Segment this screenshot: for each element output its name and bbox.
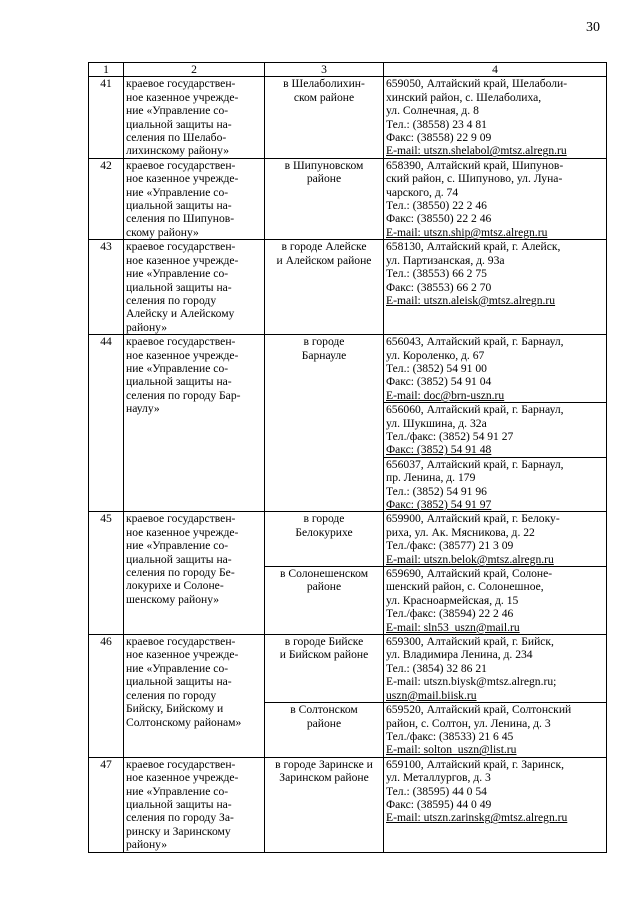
header-cell: 4 <box>384 63 607 77</box>
cell-line: E-mail: utszn.aleisk@mtsz.alregn.ru <box>386 293 556 307</box>
cell-line: краевое государствен- <box>126 77 236 91</box>
cell-line: в Солтонском <box>290 703 358 717</box>
cell-line: наулу» <box>126 402 160 416</box>
cell-line: краевое государствен- <box>126 240 236 254</box>
cell-line: ное казенное учрежде- <box>126 348 239 362</box>
cell-line: 659690, Алтайский край, Солоне- <box>386 567 553 581</box>
page-number: 30 <box>586 20 600 35</box>
service-area <box>265 158 384 239</box>
cell-line: E-mail: utszn.zarinskg@mtsz.alregn.ru <box>386 811 568 825</box>
cell-line: E-mail: sln53_uszn@mail.ru <box>386 620 520 634</box>
cell-line: ул. Солнечная, д. 8 <box>386 104 479 118</box>
cell-line: 658390, Алтайский край, Шипунов- <box>386 158 564 172</box>
contact-details <box>384 512 607 567</box>
cell-line: район, с. Солтон, ул. Ленина, д. 3 <box>386 716 551 730</box>
table-row <box>89 512 607 567</box>
cell-line: 659100, Алтайский край, г. Заринск, <box>386 757 565 771</box>
cell-line: циальной защиты на- <box>126 675 232 689</box>
cell-line: 656043, Алтайский край, г. Барнаул, <box>386 335 564 349</box>
cell-line: районе <box>306 580 342 594</box>
cell-line: в городе <box>303 335 345 349</box>
cell-line: районе <box>306 716 342 730</box>
cell-line: Бийску, Бийскому и <box>126 702 224 716</box>
header-cell: 2 <box>124 63 265 77</box>
cell-line: Факс: (38550) 22 2 46 <box>386 212 492 226</box>
cell-line: краевое государствен- <box>126 512 236 526</box>
cell-line: Тел.: (38550) 22 2 46 <box>386 199 487 213</box>
cell-line: ние «Управление со- <box>126 784 229 798</box>
table-row <box>89 240 607 335</box>
table-row <box>89 77 607 158</box>
cell-line: селения по городу <box>126 688 217 702</box>
contact-details <box>384 567 607 635</box>
cell-line: E-mail: utszn.shelabol@mtsz.alregn.ru <box>386 144 567 158</box>
contact-details <box>384 240 607 335</box>
cell-line: Факс: (3852) 54 91 04 <box>386 375 492 389</box>
organization-name <box>124 240 265 335</box>
cell-line: E-mail: utszn.belok@mtsz.alregn.ru <box>386 552 554 566</box>
cell-line: Тел.: (38553) 66 2 75 <box>386 267 487 281</box>
cell-line: циальной защиты на- <box>126 375 232 389</box>
cell-line: в Шипуновском <box>284 158 364 172</box>
row-number: 43 <box>89 240 124 335</box>
service-area <box>265 567 384 635</box>
cell-line: циальной защиты на- <box>126 280 232 294</box>
cell-line: ное казенное учрежде- <box>126 90 239 104</box>
cell-line: 656037, Алтайский край, г. Барнаул, <box>386 457 564 471</box>
cell-line: ние «Управление со- <box>126 267 229 281</box>
organization-name <box>124 335 265 512</box>
service-area <box>265 335 384 512</box>
row-number: 41 <box>89 77 124 158</box>
cell-line: Барнауле <box>301 348 347 362</box>
cell-line: в городе Бийске <box>284 635 364 649</box>
contact-details <box>384 158 607 239</box>
row-number: 42 <box>89 158 124 239</box>
cell-line: селения по городу Бар- <box>126 388 241 402</box>
cell-line: 659300, Алтайский край, г. Бийск, <box>386 635 554 649</box>
cell-line: Тел.: (3854) 32 86 21 <box>386 661 487 675</box>
cell-line: ние «Управление со- <box>126 361 229 375</box>
cell-line: Тел.: (38558) 23 4 81 <box>386 117 487 131</box>
cell-line: ное казенное учрежде- <box>126 525 239 539</box>
organization-name <box>124 158 265 239</box>
cell-line: ул. Красноармейская, д. 15 <box>386 593 519 607</box>
cell-line: локурихе и Солоне- <box>126 579 224 593</box>
cell-line: E-mail: doc@brn-uszn.ru <box>386 388 505 402</box>
cell-line: Факс: (38558) 22 9 09 <box>386 131 492 145</box>
cell-line: селения по Шипунов- <box>126 212 235 226</box>
cell-line: и Алейском районе <box>276 253 372 267</box>
table-row <box>89 335 607 403</box>
cell-line: 659050, Алтайский край, Шелаболи- <box>386 77 568 91</box>
cell-line: ул. Металлургов, д. 3 <box>386 771 491 785</box>
cell-line: краевое государствен- <box>126 158 236 172</box>
cell-line: ул. Короленко, д. 67 <box>386 348 485 362</box>
cell-line: в городе <box>303 512 345 526</box>
cell-line: ул. Партизанская, д. 93а <box>386 253 505 267</box>
cell-line: чарского, д. 74 <box>386 185 459 199</box>
service-area <box>265 512 384 567</box>
cell-line: хинский район, с. Шелаболиха, <box>386 90 542 104</box>
contact-details <box>384 703 607 758</box>
cell-line: и Бийском районе <box>279 648 369 662</box>
service-area <box>265 703 384 758</box>
service-area <box>265 240 384 335</box>
cell-line: 659520, Алтайский край, Солтонский <box>386 703 572 717</box>
row-number: 47 <box>89 757 124 852</box>
cell-line: Тел.: (38595) 44 0 54 <box>386 784 487 798</box>
organization-name <box>124 512 265 635</box>
cell-line: Тел./факс: (38594) 22 2 46 <box>386 607 514 621</box>
cell-line: 656060, Алтайский край, г. Барнаул, <box>386 403 564 417</box>
cell-line: E-mail: solton_uszn@list.ru <box>386 743 517 757</box>
cell-line: циальной защиты на- <box>126 117 232 131</box>
row-number: 44 <box>89 335 124 512</box>
header-cell: 1 <box>89 63 124 77</box>
cell-line: в Солонешенском <box>279 567 369 581</box>
cell-line: Тел.: (3852) 54 91 00 <box>386 361 487 375</box>
row-number: 45 <box>89 512 124 635</box>
cell-line: Заринском районе <box>279 771 369 785</box>
cell-line: Тел./факс: (38577) 21 3 09 <box>386 539 514 553</box>
cell-line: Алейску и Алейскому <box>126 307 235 321</box>
cell-line: в городе Заринске и <box>275 757 373 771</box>
cell-line: Факс: (3852) 54 91 48 <box>386 443 492 457</box>
table-row <box>89 635 607 703</box>
cell-line: краевое государствен- <box>126 335 236 349</box>
table-row <box>89 757 607 852</box>
cell-line: ное казенное учрежде- <box>126 253 239 267</box>
cell-line: шенский район, с. Солонешное, <box>386 580 544 594</box>
cell-line: циальной защиты на- <box>126 199 232 213</box>
cell-line: Тел./факс: (3852) 54 91 27 <box>386 429 514 443</box>
cell-line: ул. Шукшина, д. 32а <box>386 416 487 430</box>
cell-line: ул. Владимира Ленина, д. 234 <box>386 648 533 662</box>
cell-line: селения по Шелабо- <box>126 131 227 145</box>
table-row <box>89 158 607 239</box>
cell-line: ском районе <box>293 90 355 104</box>
cell-line: в Шелаболихин- <box>283 77 365 91</box>
cell-line: 658130, Алтайский край, г. Алейск, <box>386 240 561 254</box>
cell-line: Белокурихе <box>295 525 353 539</box>
cell-line: району» <box>126 838 168 852</box>
cell-line: циальной защиты на- <box>126 552 232 566</box>
cell-line: ное казенное учрежде- <box>126 172 239 186</box>
service-area <box>265 757 384 852</box>
organization-name <box>124 635 265 758</box>
cell-line: лихинскому району» <box>126 144 230 158</box>
cell-line: ский район, с. Шипуново, ул. Луна- <box>386 172 563 186</box>
cell-line: в городе Алейске <box>281 240 367 254</box>
cell-line: E-mail: utszn.biysk@mtsz.alregn.ru; <box>386 675 557 689</box>
cell-line: E-mail: utszn.ship@mtsz.alregn.ru <box>386 225 548 239</box>
contact-details <box>384 335 607 403</box>
service-area <box>265 635 384 703</box>
cell-line: циальной защиты на- <box>126 797 232 811</box>
cell-line: районе <box>306 172 342 186</box>
cell-line: Тел.: (3852) 54 91 96 <box>386 484 487 498</box>
cell-line: краевое государствен- <box>126 635 236 649</box>
cell-line: селения по городу <box>126 293 217 307</box>
cell-line: скому району» <box>126 225 199 239</box>
cell-line: Факс: (3852) 54 91 97 <box>386 498 492 511</box>
cell-line: шенскому району» <box>126 592 220 606</box>
cell-line: ние «Управление со- <box>126 104 229 118</box>
cell-line: Факс: (38595) 44 0 49 <box>386 797 492 811</box>
contact-details <box>384 635 607 703</box>
contact-details <box>384 757 607 852</box>
cell-line: Солтонскому районам» <box>126 715 242 729</box>
organization-name <box>124 77 265 158</box>
cell-line: краевое государствен- <box>126 757 236 771</box>
offices-table <box>88 62 607 853</box>
cell-line: району» <box>126 320 168 334</box>
cell-line: пр. Ленина, д. 179 <box>386 471 476 485</box>
cell-line: ное казенное учрежде- <box>126 648 239 662</box>
header-cell: 3 <box>265 63 384 77</box>
contact-details <box>384 403 607 458</box>
cell-line: риха, ул. Ак. Мясникова, д. 22 <box>386 525 535 539</box>
cell-line: Тел./факс: (38533) 21 6 45 <box>386 729 514 743</box>
contact-details <box>384 457 607 512</box>
cell-line: ринску и Заринскому <box>126 824 231 838</box>
cell-line: ние «Управление со- <box>126 661 229 675</box>
table-header-row <box>89 63 607 77</box>
cell-line: ние «Управление со- <box>126 185 229 199</box>
row-number: 46 <box>89 635 124 758</box>
cell-line: ние «Управление со- <box>126 539 229 553</box>
cell-line: ное казенное учрежде- <box>126 771 239 785</box>
organization-name <box>124 757 265 852</box>
cell-line: селения по городу Бе- <box>126 566 235 580</box>
cell-line: 659900, Алтайский край, г. Белоку- <box>386 512 560 526</box>
cell-line: Факс: (38553) 66 2 70 <box>386 280 492 294</box>
service-area <box>265 77 384 158</box>
cell-line: селения по городу За- <box>126 811 234 825</box>
contact-details <box>384 77 607 158</box>
cell-line: uszn@mail.biisk.ru <box>386 688 477 702</box>
